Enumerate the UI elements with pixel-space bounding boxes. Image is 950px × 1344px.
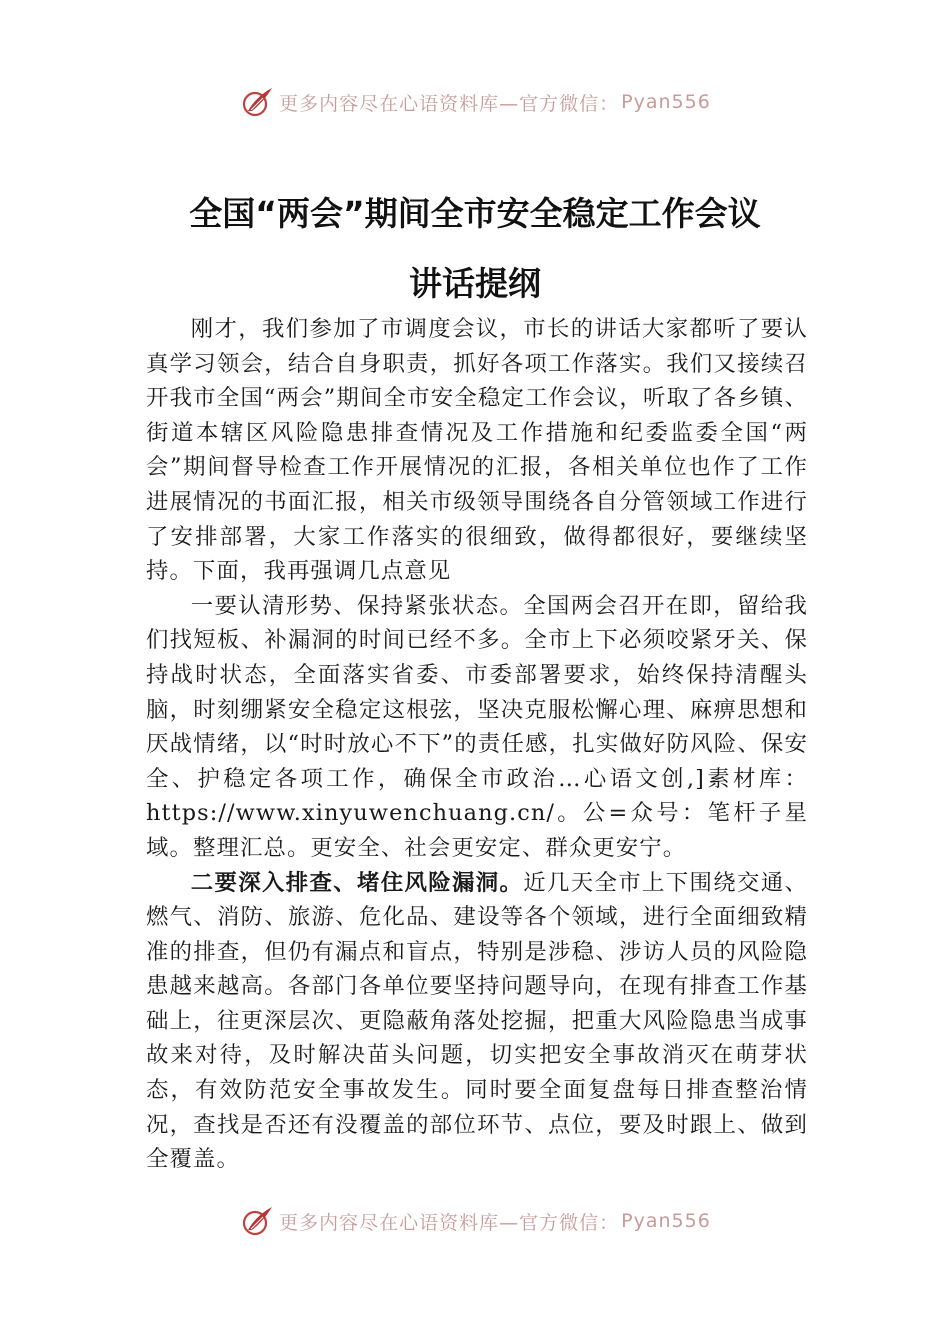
quill-logo-icon bbox=[239, 1203, 275, 1239]
document-title-line-2: 讲话提纲 bbox=[409, 264, 541, 303]
footer-watermark bbox=[0, 1201, 950, 1241]
paragraph-1 bbox=[146, 312, 808, 589]
watermark-text: 更多内容尽在心语资料库—官方微信： bbox=[279, 92, 620, 115]
paragraph-3-text: 近几天全市上下围绕交通、燃气、消防、旅游、危化品、建设等各个领域，进行全面细致精准的排查，但仍有漏点和盲点，特别是涉稳、涉访人员的风险隐患越来越高。各部门各单位要坚持问题导向，在现有排查工作基础上，往更深层次、更隐蔽角落处挖掘，把重大风险隐患当成事故来对待，及时解决苗头问题，切实把安全事故消灭在萌芽状态，有效防范安全事故发生。同时要全面复盘每日排查整治情况，查找是否还有没覆盖的部位环节、点位，要及时跟上、做到全覆盖。 bbox=[146, 869, 809, 1173]
watermark-text: 更多内容尽在心语资料库—官方微信： bbox=[279, 1211, 620, 1234]
paragraph-1-text: 刚才，我们参加了市调度会议，市长的讲话大家都听了要认真学习领会，结合自身职责，抓好各项工作落实。我们又接续召开我市全国“两会”期间全市安全稳定工作会议，听取了各乡镇、街道本辖区风险隐患排查情况及工作措施和纪委监委全国“两会”期间督导检查工作开展情况的汇报，各相关单位也作了工作进展情况的书面汇报，相关市级领导围绕各自分管领域工作进行了安排部署，大家工作落实的很细致，做得都很好，要继续坚持。下面，我再强调几点意见 bbox=[146, 316, 808, 585]
quill-logo-icon bbox=[239, 84, 275, 120]
document-title-line-1: 全国“两会”期间全市安全稳定工作会议 bbox=[189, 194, 761, 233]
paragraph-2-text: 一要认清形势、保持紧张状态。全国两会召开在即，留给我们找短板、补漏洞的时间已经不多。全市上下必须咬紧牙关、保持战时状态，全面落实省委、市委部署要求，始终保持清醒头脑，时刻绷紧安全稳定这根弦，坚决克服松懈心理、麻痹思想和厌战情绪，以“时时放心不下”的责任感，扎实做好防风险、保安全、护稳定各项工作，确保全市政治…心语文创,]素材库：https://www.xinyuwenchuang.cn/。公=众号：笔杆子星域。整理汇总。更安全、社会更安定、群众更安宁。 bbox=[146, 592, 808, 861]
document-body bbox=[146, 312, 808, 1177]
paragraph-3 bbox=[146, 866, 808, 1177]
paragraph-3-lead: 二要深入排查、堵住风险漏洞。 bbox=[190, 869, 524, 896]
watermark-wechat-id: Pyan556 bbox=[621, 91, 711, 113]
header-watermark bbox=[0, 82, 950, 122]
paragraph-2 bbox=[146, 589, 808, 866]
watermark-wechat-id: Pyan556 bbox=[621, 1210, 711, 1232]
